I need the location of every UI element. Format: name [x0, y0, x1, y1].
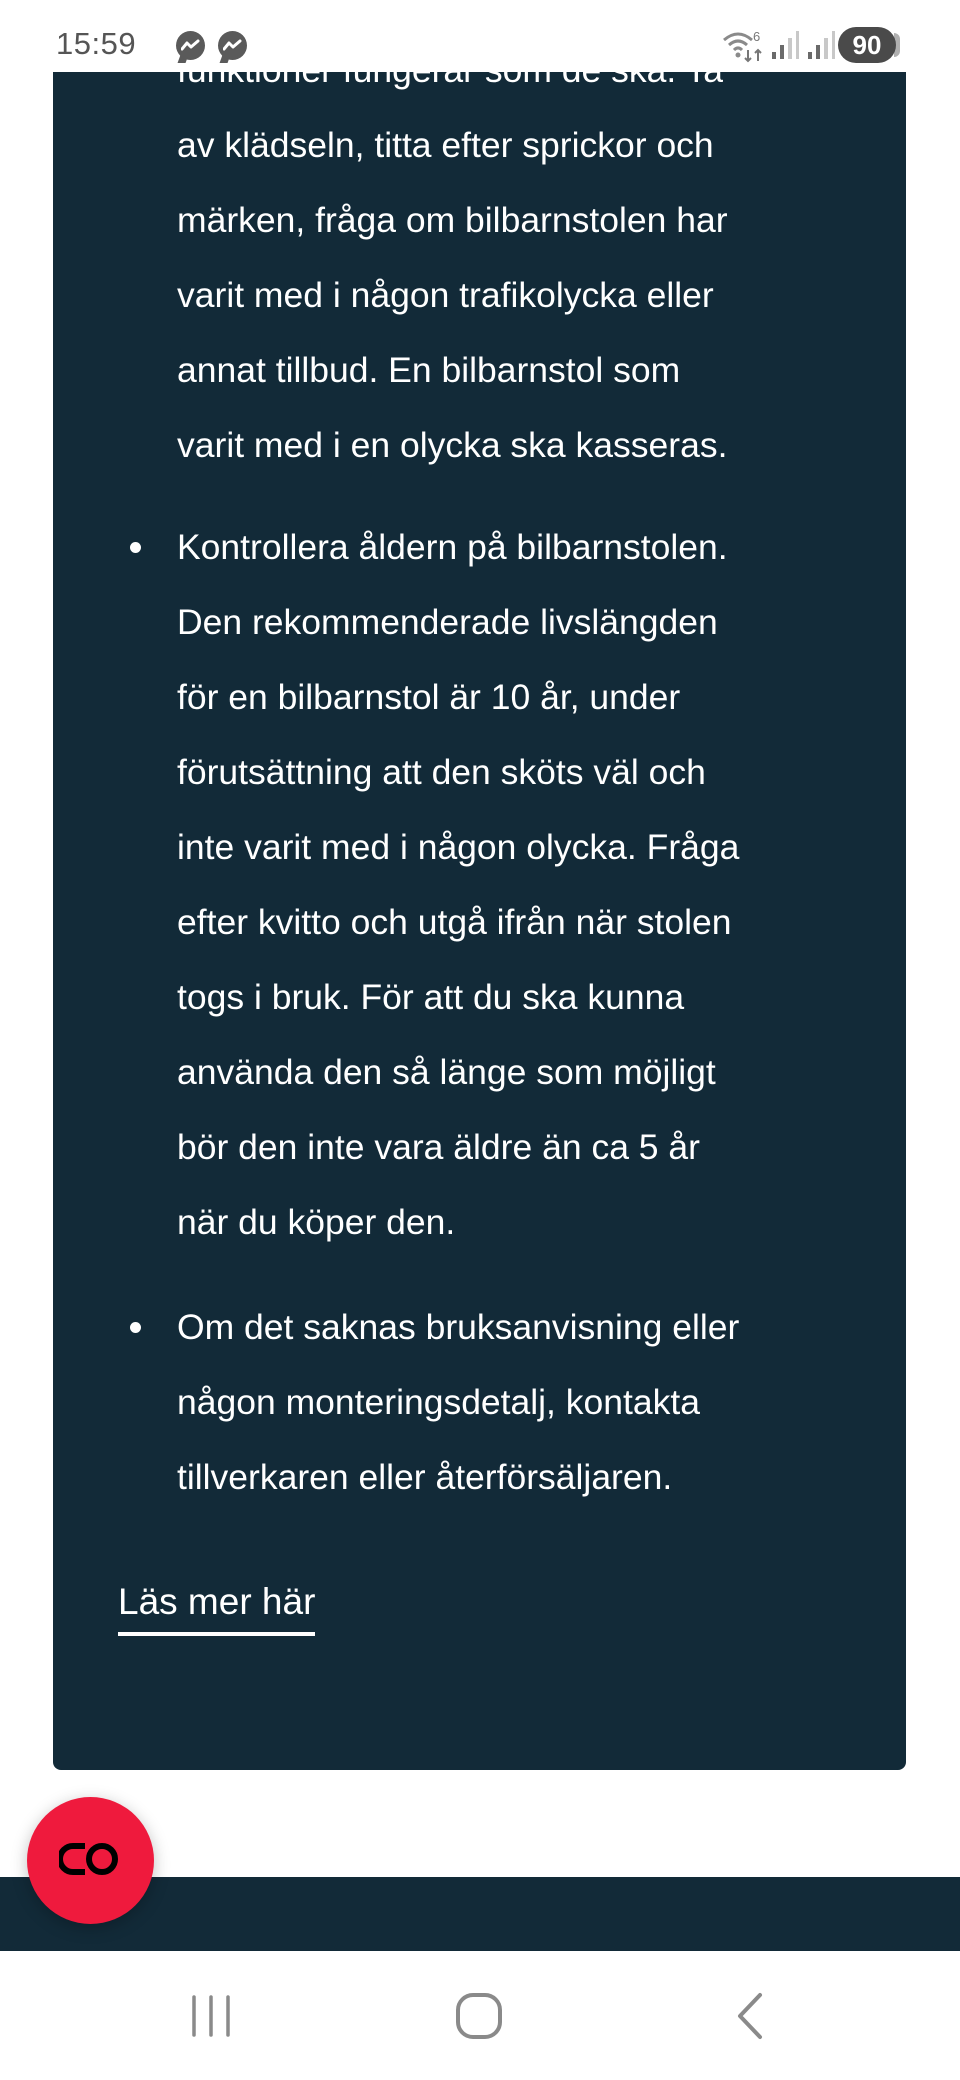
- wifi-icon: [722, 28, 770, 69]
- signal-icon: [806, 30, 836, 65]
- bullet-icon: [130, 542, 141, 553]
- battery-indicator: 90: [838, 27, 896, 63]
- list-item-line: Den rekommenderade livslängden: [177, 602, 718, 642]
- recents-button[interactable]: [182, 1991, 242, 2041]
- list-item-line: av klädseln, titta efter sprickor och: [177, 125, 714, 165]
- signal-icon: [770, 30, 800, 65]
- list-item-line: togs i bruk. För att du ska kunna: [177, 977, 685, 1017]
- list-item-line: varit med i någon trafikolycka eller: [177, 275, 714, 315]
- list-item-line: Kontrollera åldern på bilbarnstolen.: [177, 527, 728, 567]
- messenger-icon: [218, 31, 247, 60]
- chat-co-icon: [59, 1841, 121, 1877]
- status-time: 15:59: [56, 26, 137, 61]
- home-icon: [450, 1991, 510, 2041]
- list-item-line: varit med i en olycka ska kasseras.: [177, 425, 728, 465]
- list-item-line: någon monteringsdetalj, kontakta: [177, 1382, 700, 1422]
- back-button[interactable]: [720, 1991, 780, 2041]
- list-item-line: Om det saknas bruksanvisning eller: [177, 1307, 740, 1347]
- info-panel: [53, 20, 906, 1770]
- chat-fab-button[interactable]: [27, 1797, 154, 1924]
- messenger-icon: [176, 31, 205, 60]
- bullet-icon: [130, 1322, 141, 1333]
- svg-text:6: 6: [753, 29, 761, 44]
- list-item-line: efter kvitto och utgå ifrån när stolen: [177, 902, 732, 942]
- back-icon: [720, 1991, 780, 2041]
- system-nav-bar: [0, 1951, 960, 2080]
- read-more-link[interactable]: Läs mer här: [118, 1574, 315, 1636]
- list-item-line: för en bilbarnstol är 10 år, under: [177, 677, 681, 717]
- list-item: [177, 1290, 897, 1515]
- list-item-line: när du köper den.: [177, 1202, 456, 1242]
- list-item-line: bör den inte vara äldre än ca 5 år: [177, 1127, 700, 1167]
- list-item-line: märken, fråga om bilbarnstolen har: [177, 200, 728, 240]
- list-item: [177, 33, 897, 483]
- home-button[interactable]: [450, 1991, 510, 2041]
- list-item-line: förutsättning att den sköts väl och: [177, 752, 706, 792]
- list-item-line: annat tillbud. En bilbarnstol som: [177, 350, 681, 390]
- list-item-line: använda den så länge som möjligt: [177, 1052, 716, 1092]
- status-bar: [0, 0, 960, 72]
- list-item-line: inte varit med i någon olycka. Fråga: [177, 827, 740, 867]
- list-item-line: tillverkaren eller återförsäljaren.: [177, 1457, 673, 1497]
- list-item: [177, 510, 897, 1260]
- recents-icon: [182, 1991, 242, 2041]
